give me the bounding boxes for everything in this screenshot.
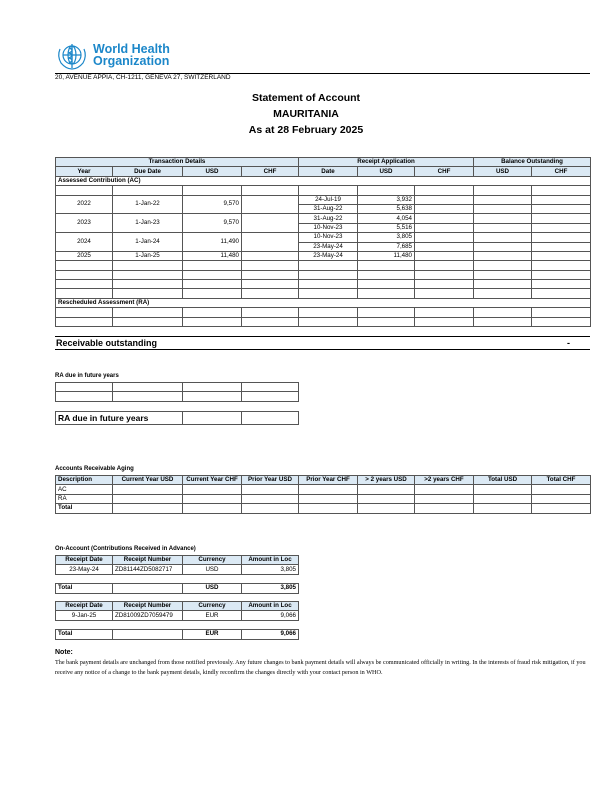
- table-row: [56, 620, 299, 629]
- receivable-outstanding-label: Receivable outstanding: [56, 338, 158, 348]
- receipt-usd: 7,685: [358, 242, 415, 251]
- col-balance-usd: USD: [474, 167, 532, 176]
- oa-total-currency: EUR: [183, 630, 242, 639]
- ra-future-small-label: RA due in future years: [55, 373, 119, 379]
- ac-year: 2025: [56, 251, 113, 260]
- table-row: [56, 270, 591, 279]
- org-name-line1: World Health: [93, 42, 170, 56]
- receipt-usd: 5,638: [358, 204, 415, 213]
- table-row: [56, 565, 299, 574]
- table-row: [56, 392, 299, 401]
- aging-col-current-usd: Current Year USD: [113, 476, 183, 485]
- receipt-date: 10-Nov-23: [299, 223, 358, 232]
- aging-row-label: AC: [56, 485, 113, 494]
- section-row-ra: [56, 298, 591, 307]
- receipt-date: 31-Aug-22: [299, 204, 358, 213]
- oa-receipt-number: ZD81009ZD7059479: [113, 611, 183, 620]
- on-account-header-row: [56, 602, 299, 611]
- group-header-row: [56, 158, 591, 167]
- statement-table: [55, 157, 591, 327]
- ac-due-date: 1-Jan-25: [113, 251, 183, 260]
- ra-future-big-label: RA due in future years: [56, 412, 183, 425]
- table-row: [56, 251, 591, 260]
- receipt-date: 24-Jul-19: [299, 195, 358, 204]
- table-row: [56, 214, 591, 223]
- on-account-title: On-Account (Contributions Received in Advance): [55, 546, 196, 552]
- ra-future-table: [55, 382, 299, 402]
- table-row: [56, 261, 591, 270]
- col-due-date: Due Date: [113, 167, 183, 176]
- aging-col-prior-chf: Prior Year CHF: [299, 476, 358, 485]
- oa-receipt-date: 9-Jan-25: [56, 611, 113, 620]
- receipt-date: 10-Nov-23: [299, 233, 358, 242]
- receipt-usd: 3,805: [358, 233, 415, 242]
- table-row: [56, 494, 591, 503]
- receivable-outstanding-row: [55, 336, 590, 350]
- ra-future-total-table: [55, 411, 299, 425]
- org-name: [93, 43, 170, 67]
- aging-table: [55, 475, 591, 514]
- org-name-line2: Organization: [93, 54, 170, 68]
- oa-currency: USD: [183, 565, 242, 574]
- table-row: [56, 584, 299, 593]
- col-year: Year: [56, 167, 113, 176]
- ac-usd: 9,570: [183, 214, 242, 233]
- table-row: [56, 504, 591, 513]
- ac-year: 2022: [56, 195, 113, 214]
- ac-usd: 9,570: [183, 195, 242, 214]
- col-receipt-date: Date: [299, 167, 358, 176]
- col-chf: CHF: [242, 167, 299, 176]
- col-receipt-usd: USD: [358, 167, 415, 176]
- aging-title: Accounts Receivable Aging: [55, 466, 134, 472]
- table-row: [56, 412, 299, 425]
- aging-col-total-chf: Total CHF: [532, 476, 591, 485]
- on-account-table-2: [55, 601, 299, 640]
- column-header-row: [56, 167, 591, 176]
- receipt-date: 31-Aug-22: [299, 214, 358, 223]
- aging-row-label: RA: [56, 494, 113, 503]
- ac-year: 2024: [56, 233, 113, 252]
- ac-usd: 11,490: [183, 233, 242, 252]
- aging-row-label: Total: [56, 504, 113, 513]
- oa-total-currency: USD: [183, 584, 242, 593]
- receipt-usd: 5,516: [358, 223, 415, 232]
- oa-receipt-date: 23-May-24: [56, 565, 113, 574]
- oa-col-receipt-number: Receipt Number: [113, 556, 183, 565]
- section-ra-label: Rescheduled Assessment (RA): [56, 298, 591, 307]
- ac-usd: 11,480: [183, 251, 242, 260]
- aging-col-total-usd: Total USD: [474, 476, 532, 485]
- aging-col-prior-usd: Prior Year USD: [242, 476, 299, 485]
- oa-total-label: Total: [56, 584, 113, 593]
- oa-col-currency: Currency: [183, 602, 242, 611]
- aging-col-current-chf: Current Year CHF: [183, 476, 242, 485]
- section-ac-label: Assessed Contribution (AC): [56, 176, 591, 185]
- table-row: [56, 574, 299, 583]
- table-row: [56, 233, 591, 242]
- who-emblem-icon: [55, 40, 89, 72]
- group-receipt-application: Receipt Application: [299, 158, 474, 167]
- oa-col-receipt-date: Receipt Date: [56, 556, 113, 565]
- ac-year: 2023: [56, 214, 113, 233]
- table-row: [56, 308, 591, 317]
- page-title: Statement of Account: [251, 92, 361, 104]
- aging-col-2y-chf: >2 years CHF: [415, 476, 474, 485]
- note-title: Note:: [55, 649, 73, 656]
- oa-currency: EUR: [183, 611, 242, 620]
- who-logo: [55, 40, 235, 72]
- col-usd: USD: [183, 167, 242, 176]
- ac-due-date: 1-Jan-22: [113, 195, 183, 214]
- receipt-usd: 11,480: [358, 251, 415, 260]
- aging-header-row: [56, 476, 591, 485]
- receivable-outstanding-value: -: [567, 338, 570, 348]
- group-balance-outstanding: Balance Outstanding: [474, 158, 591, 167]
- note-text: The bank payment details are unchanged from those notified previously. Any future changes to bank payment details will always be communicated officially in writing. In the interests of fraud risk mitigation, if you receive any notice of a change to the bank payment details, kindly reconfirm the changes directly with your contact person in WHO.: [55, 659, 586, 676]
- aging-col-2y-usd: > 2 years USD: [358, 476, 415, 485]
- ac-due-date: 1-Jan-24: [113, 233, 183, 252]
- col-balance-chf: CHF: [532, 167, 591, 176]
- receipt-usd: 4,054: [358, 214, 415, 223]
- oa-col-receipt-date: Receipt Date: [56, 602, 113, 611]
- oa-col-receipt-number: Receipt Number: [113, 602, 183, 611]
- aging-col-description: Description: [56, 476, 113, 485]
- oa-total-amount: 3,805: [242, 584, 299, 593]
- table-row: [56, 611, 299, 620]
- receipt-usd: 3,932: [358, 195, 415, 204]
- oa-amount: 3,805: [242, 565, 299, 574]
- table-row: [56, 485, 591, 494]
- country-name: MAURITANIA: [273, 108, 339, 120]
- col-receipt-chf: CHF: [415, 167, 474, 176]
- table-row: [56, 186, 591, 195]
- oa-receipt-number: ZD81144ZD5082717: [113, 565, 183, 574]
- oa-total-amount: 9,066: [242, 630, 299, 639]
- group-transaction-details: Transaction Details: [56, 158, 299, 167]
- table-row: [56, 195, 591, 204]
- oa-col-currency: Currency: [183, 556, 242, 565]
- org-address: 20, AVENUE APPIA, CH-1211, GENEVA 27, SWITZERLAND: [55, 74, 231, 81]
- table-row: [56, 317, 591, 326]
- table-row: [56, 289, 591, 298]
- on-account-table-1: [55, 555, 299, 594]
- oa-col-amount: Amount in Loc: [242, 602, 299, 611]
- oa-col-amount: Amount in Loc: [242, 556, 299, 565]
- ac-due-date: 1-Jan-23: [113, 214, 183, 233]
- as-at-date: As at 28 February 2025: [248, 124, 364, 136]
- oa-total-label: Total: [56, 630, 113, 639]
- table-row: [56, 280, 591, 289]
- table-row: [56, 630, 299, 639]
- receipt-date: 23-May-24: [299, 251, 358, 260]
- receipt-date: 23-May-24: [299, 242, 358, 251]
- section-row-ac: [56, 176, 591, 185]
- on-account-header-row: [56, 556, 299, 565]
- table-row: [56, 383, 299, 392]
- oa-amount: 9,066: [242, 611, 299, 620]
